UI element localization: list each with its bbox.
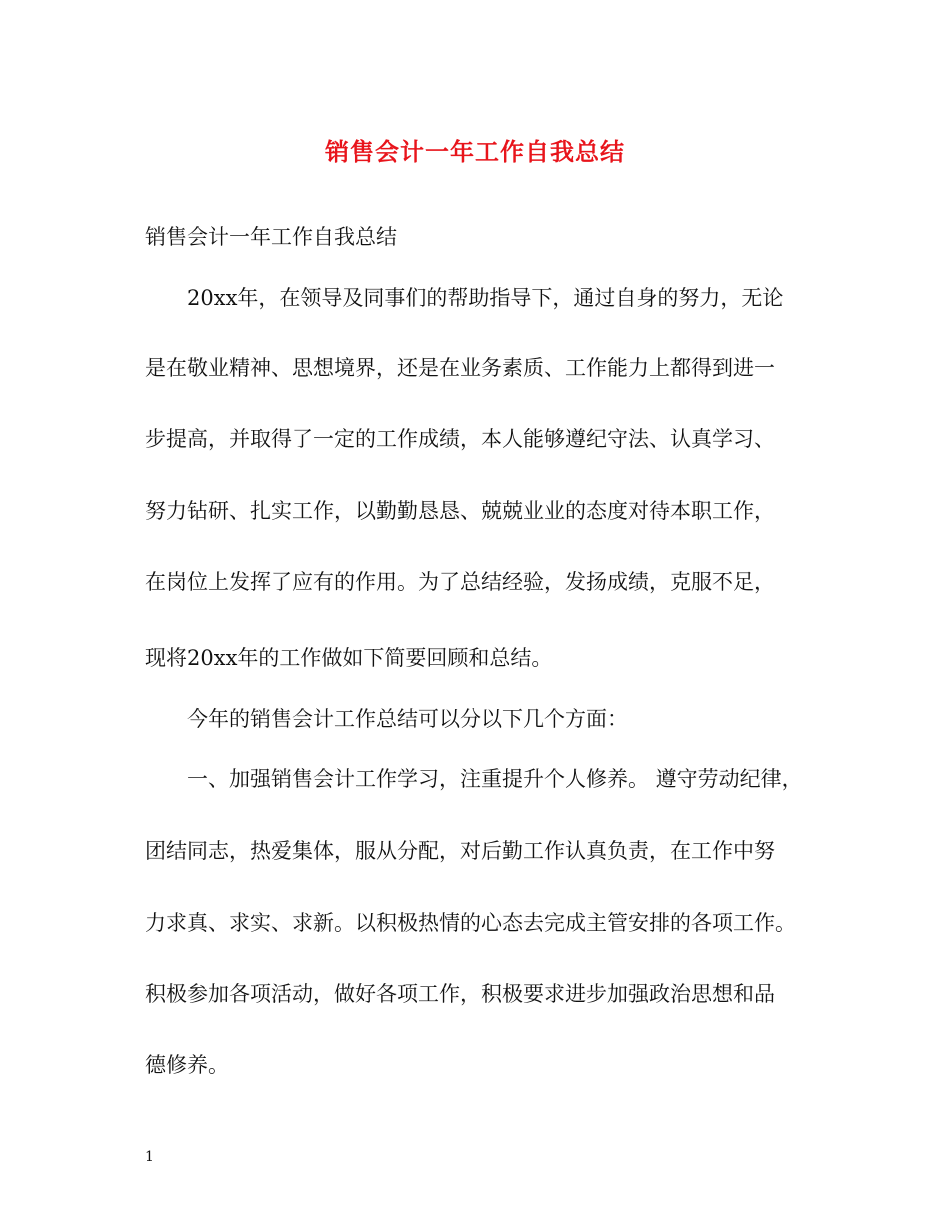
text-line-4: 努力钻研、扎实工作，以勤勤恳恳、兢兢业业的态度对待本职工作，	[145, 499, 775, 523]
text-line-11: 积极参加各项活动，做好各项工作，积极要求进步加强政治思想和品	[145, 982, 775, 1006]
page-number: 1	[145, 1149, 154, 1165]
text-line-12: 德修养。	[145, 1053, 229, 1077]
text-line-3: 步提高，并取得了一定的工作成绩，本人能够遵纪守法、认真学习、	[145, 427, 775, 451]
text-line-5: 在岗位上发挥了应有的作用。为了总结经验，发扬成绩，克服不足，	[145, 570, 775, 594]
text-line-6: 现将20xx年的工作做如下简要回顾和总结。	[145, 646, 553, 670]
text-line-7: 今年的销售会计工作总结可以分以下几个方面：	[187, 707, 628, 731]
document-subtitle: 销售会计一年工作自我总结	[145, 225, 397, 249]
text-line-2: 是在敬业精神、思想境界，还是在业务素质、工作能力上都得到进一	[145, 356, 775, 380]
text-line-8: 一、加强销售会计工作学习，注重提升个人修养。 遵守劳动纪律，	[187, 767, 803, 791]
text-line-9: 团结同志，热爱集体，服从分配，对后勤工作认真负责，在工作中努	[145, 839, 775, 863]
text-line-1: 20xx年，在领导及同事们的帮助指导下，通过自身的努力，无论	[187, 286, 784, 310]
text-line-10: 力求真、求实、求新。以积极热情的心态去完成主管安排的各项工作。	[145, 911, 796, 935]
document-title: 销售会计一年工作自我总结	[325, 137, 625, 166]
